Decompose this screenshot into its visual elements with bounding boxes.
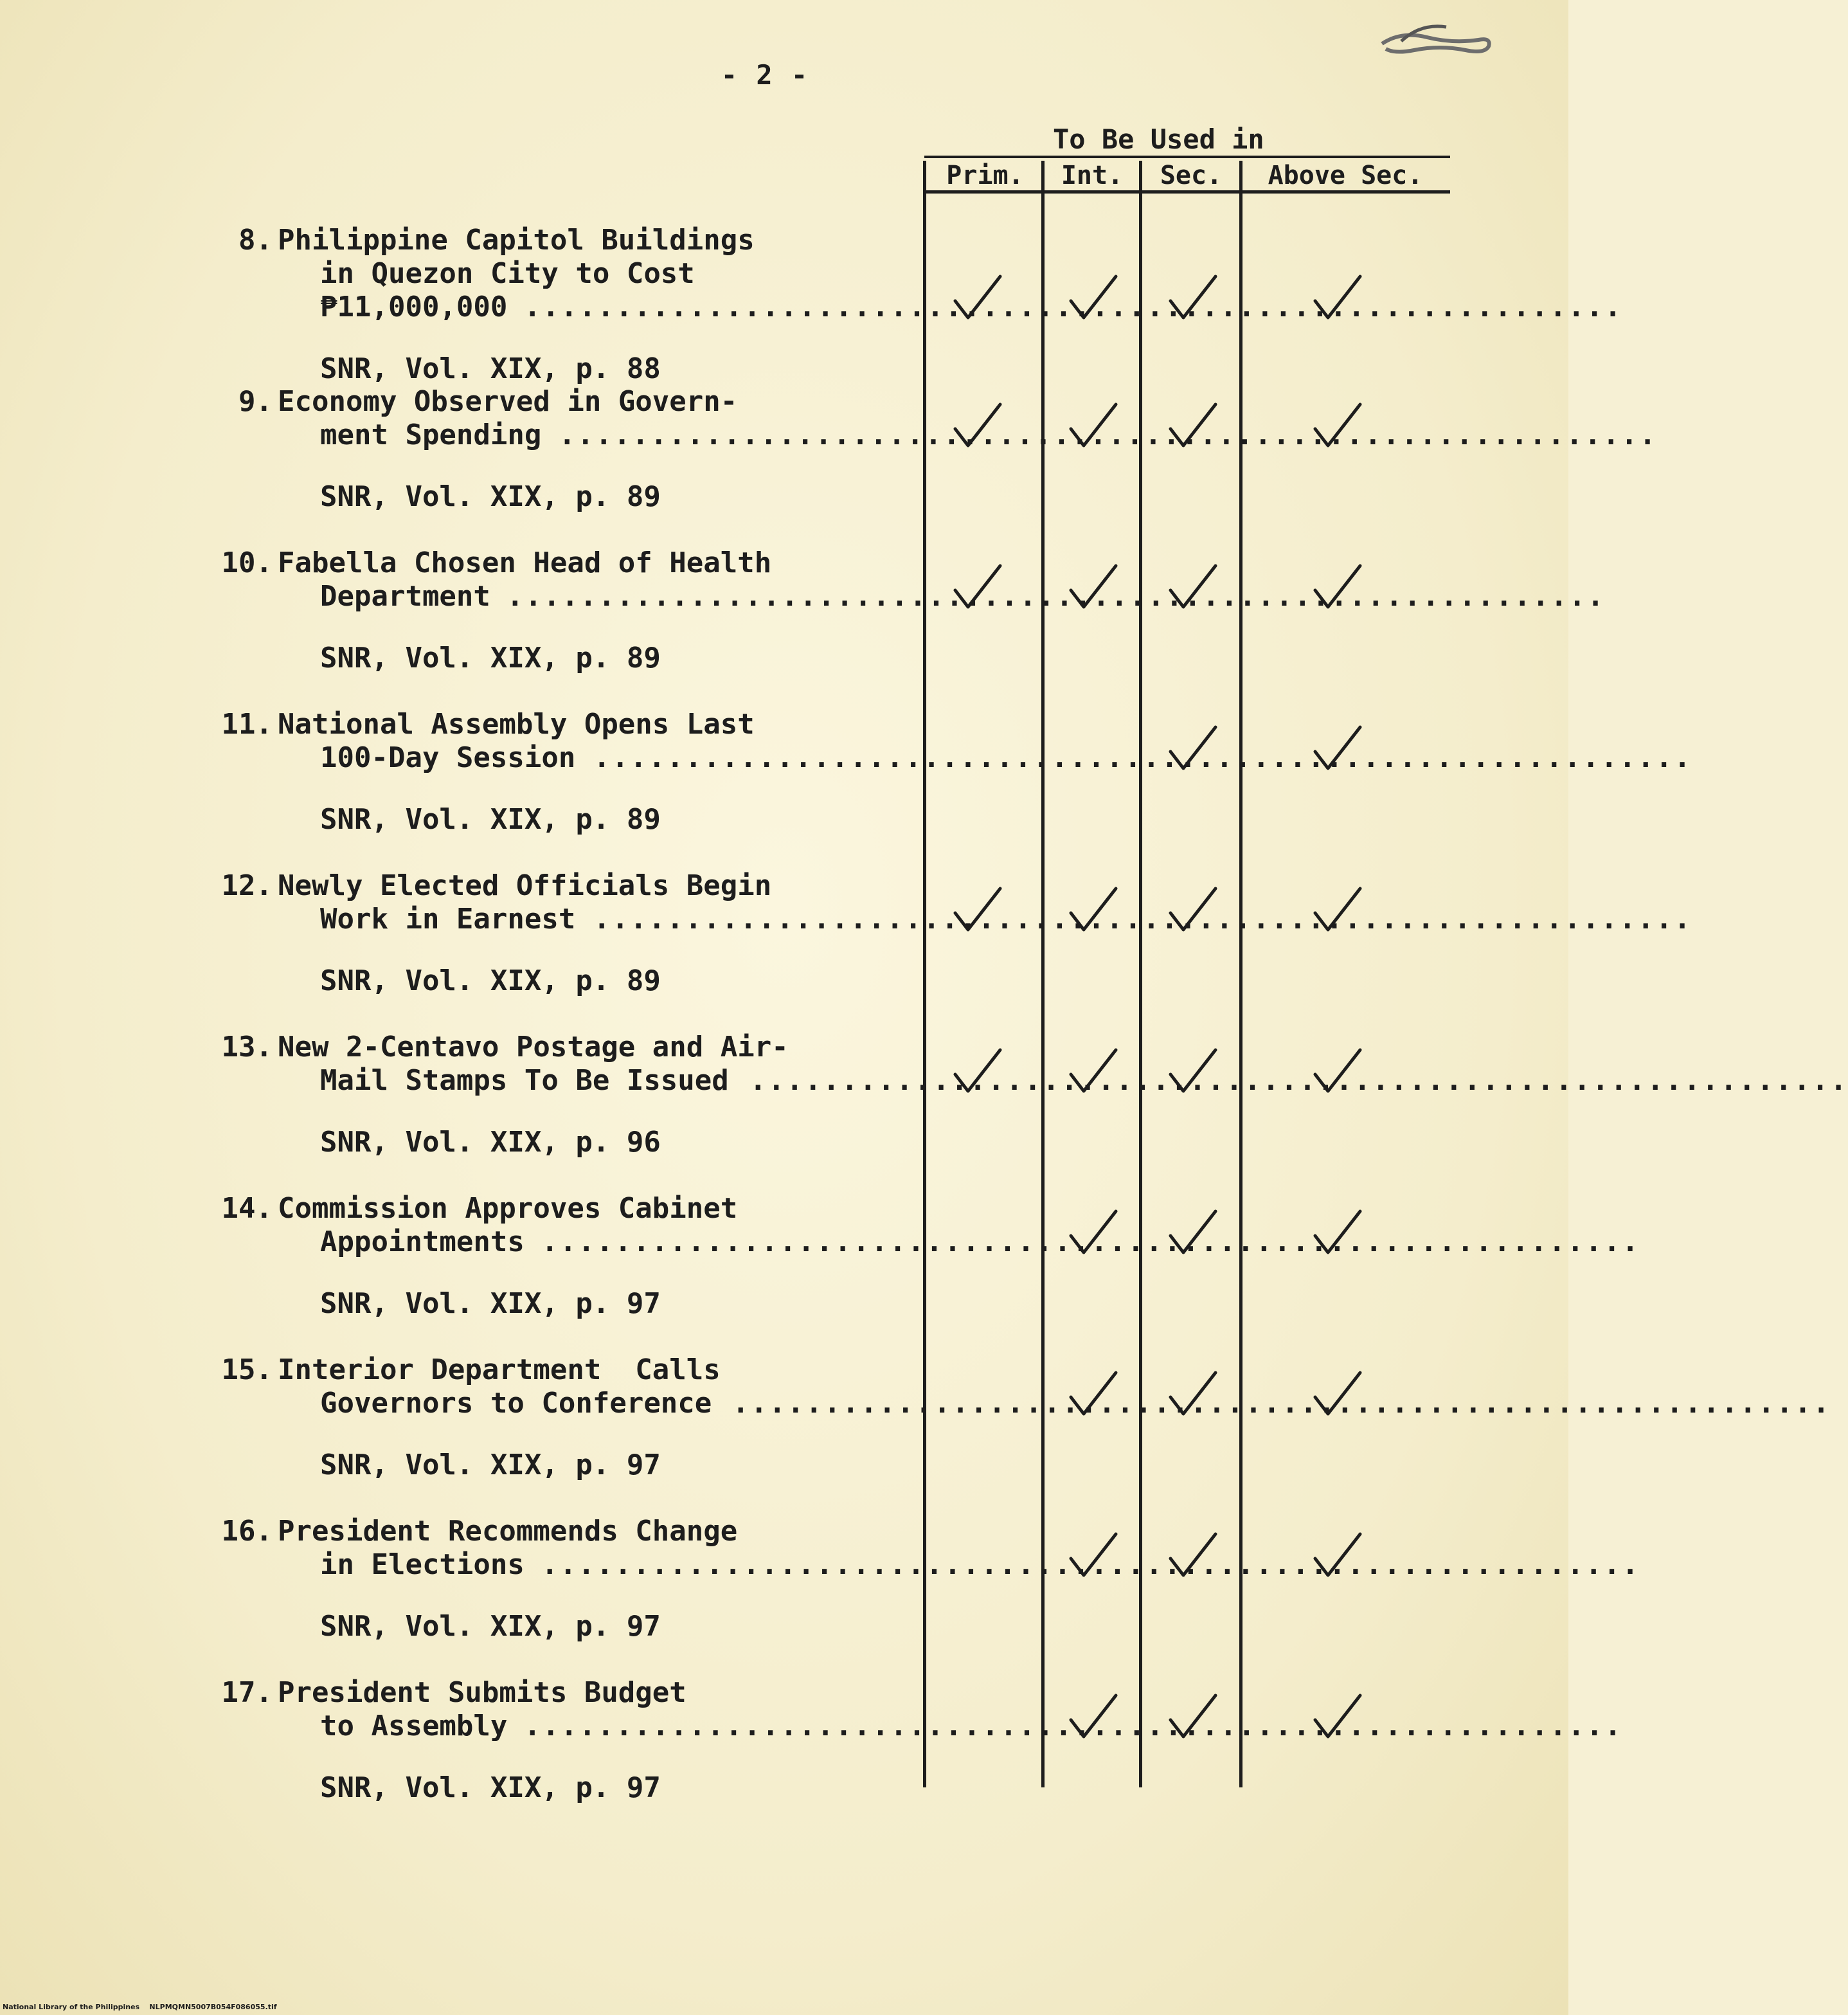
heading-rule <box>924 156 1450 158</box>
list-item <box>0 869 1692 1030</box>
page-number: - 2 - <box>721 59 809 91</box>
checkmark-icon <box>1067 401 1118 452</box>
item-title: Interior Department Calls <box>278 1353 721 1386</box>
checkmark-icon <box>1167 885 1218 936</box>
item-source-citation: SNR, Vol. XIX, p. 89 <box>320 964 661 997</box>
item-title: Economy Observed in Govern- <box>278 385 738 418</box>
table-heading: To Be Used in <box>1053 123 1264 155</box>
item-number: 13. <box>221 1031 273 1063</box>
item-source-citation: SNR, Vol. XIX, p. 89 <box>320 480 661 513</box>
item-number: 15. <box>221 1353 273 1386</box>
item-source-citation: SNR, Vol. XIX, p. 89 <box>320 642 661 674</box>
leader-dots: ............................................................ <box>559 419 1658 451</box>
column-header-underline <box>924 190 1450 194</box>
item-source-citation: SNR, Vol. XIX, p. 89 <box>320 803 661 836</box>
leader-dots: ............................................................ <box>593 903 1692 935</box>
column-header-above-sec: Above Sec. <box>1268 161 1423 190</box>
item-title-continuation: 100-Day Session <box>320 741 576 774</box>
leader-dots: ............................................................ <box>524 1710 1623 1742</box>
list-item <box>0 1192 1640 1353</box>
checkmark-icon <box>1311 1046 1363 1098</box>
checkmark-icon <box>1167 401 1218 452</box>
checkmark-icon <box>1167 1046 1218 1098</box>
archive-footer: National Library of the Philippines NLPMQMN5007B054F086055.tif <box>3 2003 277 2011</box>
item-title: Newly Elected Officials Begin <box>278 869 772 902</box>
checkmark-icon <box>1067 1530 1118 1582</box>
item-number: 11. <box>221 708 273 741</box>
checkmark-icon <box>1311 1369 1363 1420</box>
item-title: Commission Approves Cabinet <box>278 1192 738 1225</box>
leader-dots: ............................................................ <box>541 1548 1640 1581</box>
item-title-continuation: ₱11,000,000 <box>320 291 508 323</box>
list-item <box>0 224 1623 385</box>
leader-dots: ............................................................ <box>749 1064 1848 1097</box>
checkmark-icon <box>951 562 1003 613</box>
list-item <box>0 547 1606 707</box>
item-number: 16. <box>221 1515 273 1548</box>
list-item <box>0 1353 1831 1514</box>
item-title: President Recommends Change <box>278 1515 738 1548</box>
leader-dots: ............................................................ <box>541 1225 1640 1258</box>
item-number: 8. <box>238 224 273 257</box>
item-title-continuation: Department <box>320 580 490 613</box>
item-title: Philippine Capitol Buildings <box>278 224 755 257</box>
checkmark-icon <box>1311 401 1363 452</box>
checkmark-icon <box>951 273 1003 324</box>
checkmark-icon <box>1311 723 1363 775</box>
item-title: Fabella Chosen Head of Health <box>278 547 772 579</box>
checkmark-icon <box>1167 1207 1218 1259</box>
item-number: 12. <box>221 869 273 902</box>
column-header-prim: Prim. <box>946 161 1024 190</box>
column-header-int: Int. <box>1061 161 1124 190</box>
item-source-citation: SNR, Vol. XIX, p. 97 <box>320 1449 661 1481</box>
list-item <box>0 1031 1848 1191</box>
checkmark-icon <box>1067 1692 1118 1743</box>
item-number: 9. <box>238 385 273 418</box>
checkmark-icon <box>1067 885 1118 936</box>
item-number: 14. <box>221 1192 273 1225</box>
checkmark-icon <box>1311 1530 1363 1582</box>
checkmark-icon <box>1167 723 1218 775</box>
list-item <box>0 1515 1640 1676</box>
checkmark-icon <box>951 1046 1003 1098</box>
item-source-citation: SNR, Vol. XIX, p. 96 <box>320 1126 661 1159</box>
checkmark-icon <box>1167 562 1218 613</box>
item-title-continuation: to Assembly <box>320 1710 508 1742</box>
leader-dots: ............................................................ <box>732 1387 1831 1420</box>
column-header-sec: Sec. <box>1160 161 1223 190</box>
item-number: 10. <box>221 547 273 579</box>
item-number: 17. <box>221 1676 273 1709</box>
checkmark-icon <box>1167 1530 1218 1582</box>
item-title-continuation: ment Spending <box>320 419 542 451</box>
checkmark-icon <box>1067 1046 1118 1098</box>
checkmark-icon <box>1311 1692 1363 1743</box>
item-title: National Assembly Opens Last <box>278 708 755 741</box>
item-title-continuation: Governors to Conference <box>320 1387 712 1420</box>
item-source-citation: SNR, Vol. XIX, p. 97 <box>320 1287 661 1320</box>
checkmark-icon <box>951 885 1003 936</box>
item-source-citation: SNR, Vol. XIX, p. 97 <box>320 1771 661 1804</box>
list-item <box>0 708 1692 869</box>
item-title: President Submits Budget <box>278 1676 686 1709</box>
checkmark-icon <box>1067 1369 1118 1420</box>
checkmark-icon <box>1311 885 1363 936</box>
checkmark-icon <box>1167 1369 1218 1420</box>
item-source-citation: SNR, Vol. XIX, p. 97 <box>320 1610 661 1643</box>
item-title-continuation: in Elections <box>320 1548 525 1581</box>
checkmark-icon <box>1311 273 1363 324</box>
checkmark-icon <box>1067 1207 1118 1259</box>
checkmark-icon <box>1167 1692 1218 1743</box>
checkmark-icon <box>951 401 1003 452</box>
checkmark-icon <box>1167 273 1218 324</box>
list-item <box>0 1676 1623 1837</box>
item-title-continuation: Appointments <box>320 1225 525 1258</box>
checkmark-icon <box>1067 562 1118 613</box>
paper-clip-icon <box>1376 18 1498 58</box>
leader-dots: ............................................................ <box>507 580 1606 613</box>
item-title: New 2-Centavo Postage and Air- <box>278 1031 789 1063</box>
item-title-continuation: Mail Stamps To Be Issued <box>320 1064 729 1097</box>
list-item <box>0 385 1658 546</box>
item-source-citation: SNR, Vol. XIX, p. 88 <box>320 352 661 385</box>
column-header-row <box>0 161 1568 193</box>
leader-dots: ............................................................ <box>593 741 1692 774</box>
checkmark-icon <box>1311 1207 1363 1259</box>
checkmark-icon <box>1311 562 1363 613</box>
leader-dots: ............................................................ <box>524 291 1623 323</box>
item-title-continuation: Work in Earnest <box>320 903 576 935</box>
checkmark-icon <box>1067 273 1118 324</box>
item-title-continuation: in Quezon City to Cost <box>320 257 695 290</box>
